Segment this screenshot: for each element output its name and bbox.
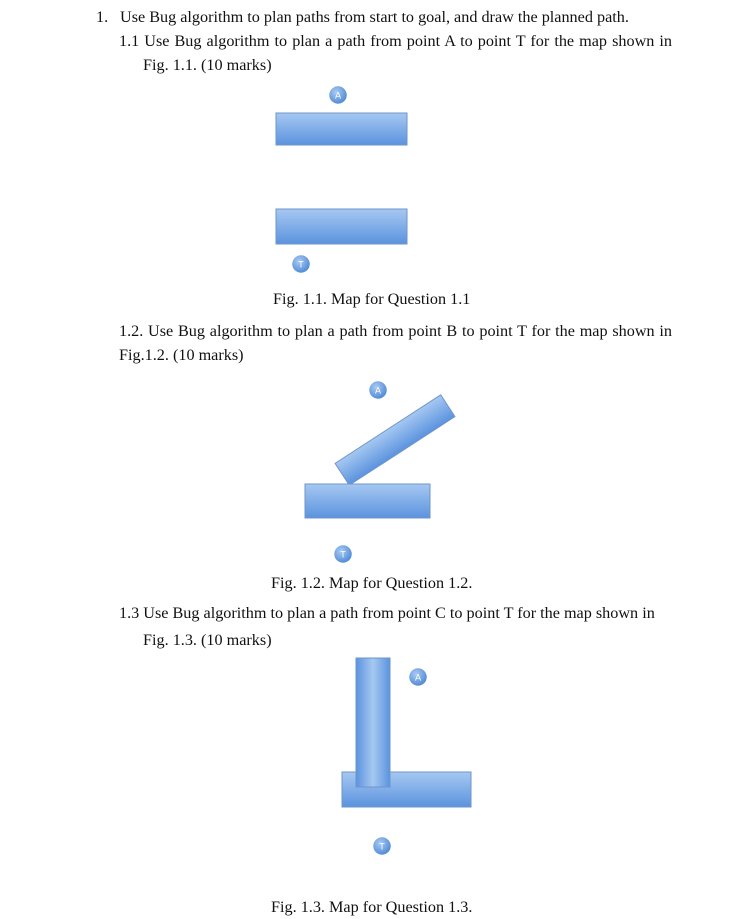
part-1-1-line1: 1.1 Use Bug algorithm to plan a path from point A to point T for the map shown in bbox=[119, 32, 672, 50]
figure-1-1 bbox=[276, 86, 407, 274]
caption-fig-1-1: Fig. 1.1. Map for Question 1.1 bbox=[273, 290, 471, 308]
goal-marker-t bbox=[334, 545, 353, 564]
goal-marker-label: T bbox=[298, 259, 304, 270]
start-marker-label: A bbox=[414, 672, 422, 683]
obstacle-bottom bbox=[276, 209, 407, 244]
start-marker-label: A bbox=[334, 90, 342, 101]
goal-marker-t bbox=[292, 255, 311, 274]
part-1-1-line2: Fig. 1.1. (10 marks) bbox=[143, 56, 272, 74]
part-1-2-line1: 1.2. Use Bug algorithm to plan a path from point B to point T for the map shown in bbox=[119, 322, 672, 340]
caption-fig-1-3: Fig. 1.3. Map for Question 1.3. bbox=[271, 898, 473, 916]
start-marker-a bbox=[329, 86, 348, 105]
start-marker-a bbox=[409, 668, 428, 687]
obstacle-vertical bbox=[356, 658, 390, 787]
part-1-3-line1: 1.3 Use Bug algorithm to plan a path from point C to point T for the map shown in bbox=[119, 604, 655, 622]
part-1-2-line2: Fig.1.2. (10 marks) bbox=[119, 346, 244, 364]
figure-1-3 bbox=[342, 658, 471, 856]
start-marker-a bbox=[369, 381, 388, 400]
question-number: 1. bbox=[96, 8, 109, 26]
obstacle-tilted bbox=[335, 395, 455, 485]
goal-marker-label: T bbox=[379, 841, 385, 852]
figure-1-2 bbox=[305, 381, 455, 564]
start-marker-label: A bbox=[374, 385, 382, 396]
goal-marker-label: T bbox=[340, 549, 346, 560]
obstacle-top bbox=[276, 113, 407, 145]
caption-fig-1-2: Fig. 1.2. Map for Question 1.2. bbox=[271, 574, 473, 592]
question-text: Use Bug algorithm to plan paths from start to goal, and draw the planned path. bbox=[120, 8, 629, 26]
part-1-3-line2: Fig. 1.3. (10 marks) bbox=[143, 631, 272, 649]
goal-marker-t bbox=[373, 837, 392, 856]
obstacle-bottom bbox=[305, 484, 430, 518]
